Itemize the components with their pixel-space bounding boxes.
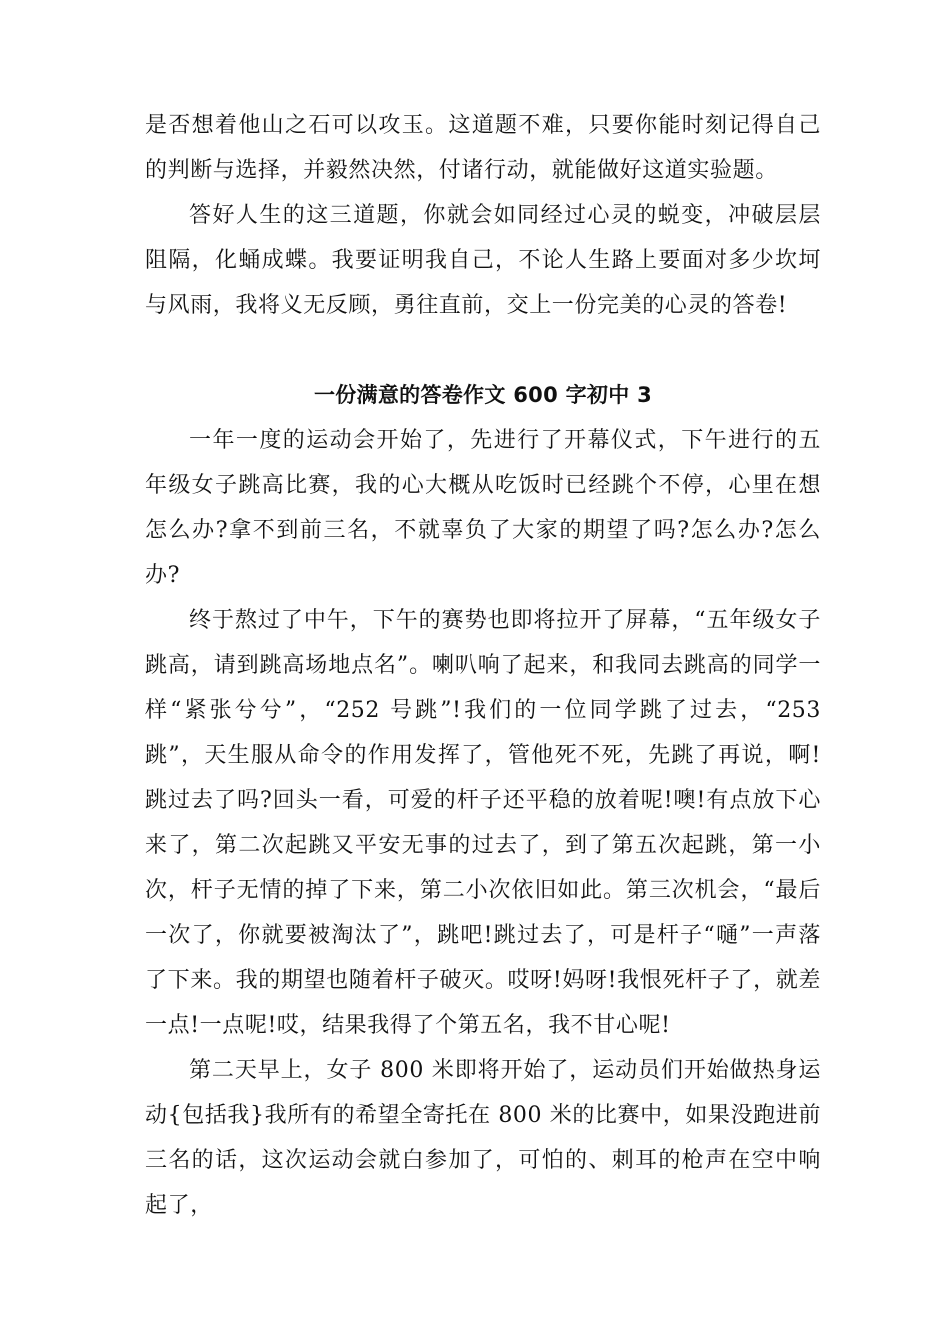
section-title: 一份满意的答卷作文 600 字初中 3 (313, 383, 653, 407)
paragraph-high-jump: 终于熬过了中午，下午的赛势也即将拉开了屏幕，“五年级女子跳高，请到跳高场地点名”。喇叭响了起来，和我同去跳高的同学一样“紧张兮兮”，“252 号跳”!我们的一位同学跳了过去，“253 跳”，天生服从命令的作用发挥了，管他死不死，先跳了再说，啊!跳过去了吗?回头一看，可爱的杆子还平稳的放着呢!噢!有点放下心来了，第二次起跳又平安无事的过去了，到了第五次起跳，第一小次，杆子无情的掉了下来，第二小次依旧如此。第三次机会，“最后一次了，你就要被淘汰了”，跳吧!跳过去了，可是杆子“嗵”一声落了下来。我的期望也随着杆子破灭。哎呀!妈呀!我恨死杆子了，就差一点!一点呢!哎，结果我得了个第五名，我不甘心呢! (145, 608, 821, 1038)
paragraph-sports-meet: 一年一度的运动会开始了，先进行了开幕仪式，下午进行的五年级女子跳高比赛，我的心大概从吃饭时已经跳个不停，心里在想怎么办?拿不到前三名，不就辜负了大家的期望了吗?怎么办?怎么办? (145, 428, 821, 588)
paragraph-conclusion: 答好人生的这三道题，你就会如同经过心灵的蜕变，冲破层层阻隔，化蛹成蝶。我要证明我自己，不论人生路上要面对多少坎坷与风雨，我将义无反顾，勇往直前，交上一份完美的心灵的答卷! (145, 203, 821, 318)
paragraph-800m: 第二天早上，女子 800 米即将开始了，运动员们开始做热身运动{包括我}我所有的希望全寄托在 800 米的比赛中，如果没跑进前三名的话，这次运动会就白参加了，可怕的、刺耳的枪声在空中响起了， (145, 1058, 821, 1218)
document-body (145, 103, 821, 1228)
paragraph-continued: 是否想着他山之石可以攻玉。这道题不难，只要你能时刻记得自己的判断与选择，并毅然决然，付诸行动，就能做好这道实验题。 (145, 113, 821, 183)
